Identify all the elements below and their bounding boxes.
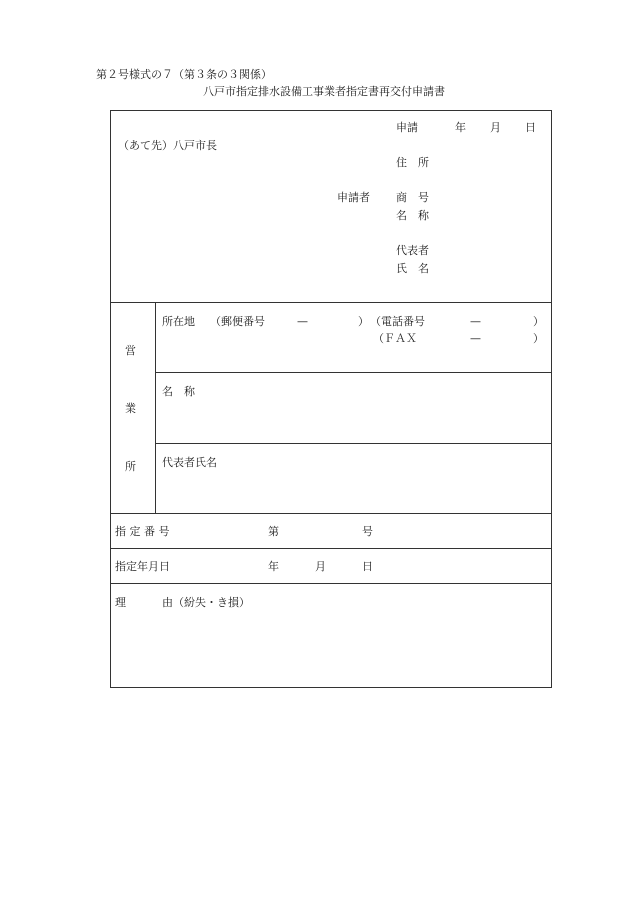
postal-code-label: （郵便番号: [210, 315, 265, 328]
application-date-label: 申請: [396, 121, 418, 134]
designation-date-label: 指定年月日: [115, 560, 170, 573]
office-rep-name-label: 代表者氏名: [162, 456, 217, 469]
applicant-label: 申請者: [337, 191, 370, 204]
address-label: 住 所: [396, 156, 429, 169]
application-year-label: 年: [455, 121, 466, 134]
addressee: （あて先）八戸市長: [118, 139, 217, 152]
fax-label: （ＦＡＸ: [373, 332, 417, 345]
phone-label: （電話番号: [370, 315, 425, 328]
postal-code-close: ）: [358, 315, 369, 328]
divider-applicant-office: [110, 302, 552, 303]
reason-label-rest: 由（紛失・き損）: [162, 596, 250, 609]
designation-number-label: 指 定 番 号: [115, 525, 170, 538]
fax-close: ）: [533, 332, 544, 345]
office-label-char-2: 業: [125, 402, 136, 415]
business-name-label: 名 称: [396, 209, 429, 222]
designation-number-prefix: 第: [268, 525, 279, 538]
divider-date-reason: [110, 583, 552, 584]
representative-label: 代表者: [396, 244, 429, 257]
designation-year-label: 年: [268, 560, 279, 573]
office-label-char-1: 営: [125, 344, 136, 357]
office-label-char-3: 所: [125, 460, 136, 473]
application-month-label: 月: [490, 121, 501, 134]
representative-name-label: 氏 名: [396, 262, 429, 275]
divider-name-rep: [155, 443, 552, 444]
designation-month-label: 月: [315, 560, 326, 573]
phone-dash: —: [470, 315, 481, 328]
office-label-divider: [155, 302, 156, 513]
form-title: 八戸市指定排水設備工事業者指定書再交付申請書: [203, 85, 445, 98]
form-number: 第２号様式の７（第３条の３関係）: [96, 68, 272, 81]
divider-location-name: [155, 372, 552, 373]
location-label: 所在地: [162, 315, 195, 328]
application-day-label: 日: [525, 121, 536, 134]
divider-office-number: [110, 513, 552, 514]
office-name-label: 名 称: [162, 385, 195, 398]
fax-dash: —: [470, 332, 481, 345]
designation-number-suffix: 号: [362, 525, 373, 538]
postal-code-dash: —: [297, 315, 308, 328]
reason-label-char: 理: [115, 596, 126, 609]
phone-close: ）: [533, 315, 544, 328]
trade-name-label: 商 号: [396, 191, 429, 204]
designation-day-label: 日: [362, 560, 373, 573]
divider-number-date: [110, 548, 552, 549]
